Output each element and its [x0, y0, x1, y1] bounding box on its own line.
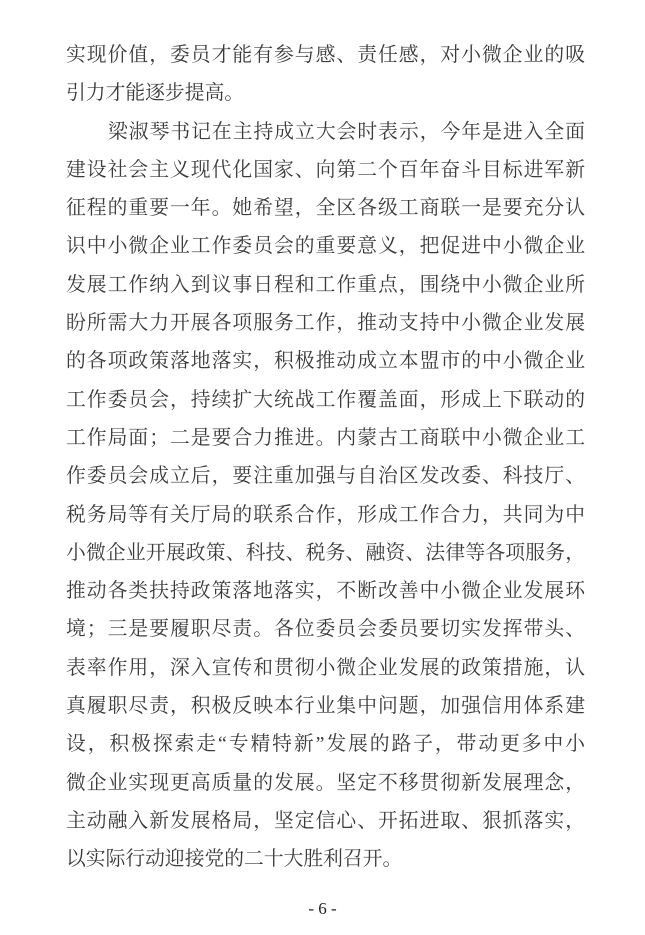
- text-line: 微企业实现更高质量的发展。坚定不移贯彻新发展理念，: [66, 771, 585, 794]
- text-line: 主动融入新发展格局，坚定信心、开拓进取、狠抓落实，: [66, 809, 585, 832]
- text-line: 以实际行动迎接党的二十大胜利召开。: [66, 848, 403, 871]
- text-line: 工作委员会，持续扩大统战工作覆盖面，形成上下联动的: [66, 388, 585, 411]
- text-line: 的各项政策落地落实，积极推动成立本盟市的中小微企业: [66, 350, 585, 373]
- text-line: 设，积极探索走“专精特新”发展的路子，带动更多中小: [66, 733, 585, 756]
- text-line: 识中小微企业工作委员会的重要意义，把促进中小微企业: [66, 235, 585, 258]
- text-line: 表率作用，深入宣传和贯彻小微企业发展的政策措施，认: [66, 656, 585, 679]
- text-line: 建设社会主义现代化国家、向第二个百年奋斗目标进军新: [66, 158, 585, 181]
- text-line: 发展工作纳入到议事日程和工作重点，围绕中小微企业所: [66, 273, 585, 296]
- text-line: 盼所需大力开展各项服务工作，推动支持中小微企业发展: [66, 312, 585, 335]
- text-line: 作委员会成立后，要注重加强与自治区发改委、科技厅、: [66, 465, 585, 488]
- text-line: 税务局等有关厅局的联系合作，形成工作合力，共同为中: [66, 503, 585, 526]
- text-line: 征程的重要一年。她希望，全区各级工商联一是要充分认: [66, 197, 585, 220]
- text-line: 梁淑琴书记在主持成立大会时表示，今年是进入全面: [108, 120, 585, 143]
- text-line: 实现价值，委员才能有参与感、责任感，对小微企业的吸: [66, 44, 585, 66]
- text-line: 工作局面；二是要合力推进。内蒙古工商联中小微企业工: [66, 426, 585, 449]
- page-footer: [0, 896, 645, 922]
- text-line: 小微企业开展政策、科技、税务、融资、法律等各项服务，: [66, 541, 585, 564]
- text-line: 引力才能逐步提高。: [66, 82, 245, 105]
- text-line: 境；三是要履职尽责。各位委员会委员要切实发挥带头、: [66, 618, 585, 641]
- text-line: 推动各类扶持政策落地落实，不断改善中小微企业发展环: [66, 580, 585, 603]
- text-line: 真履职尽责，积极反映本行业集中问题，加强信用体系建: [66, 695, 585, 718]
- page-number: - 6 -: [308, 899, 337, 918]
- document-body: [66, 36, 585, 879]
